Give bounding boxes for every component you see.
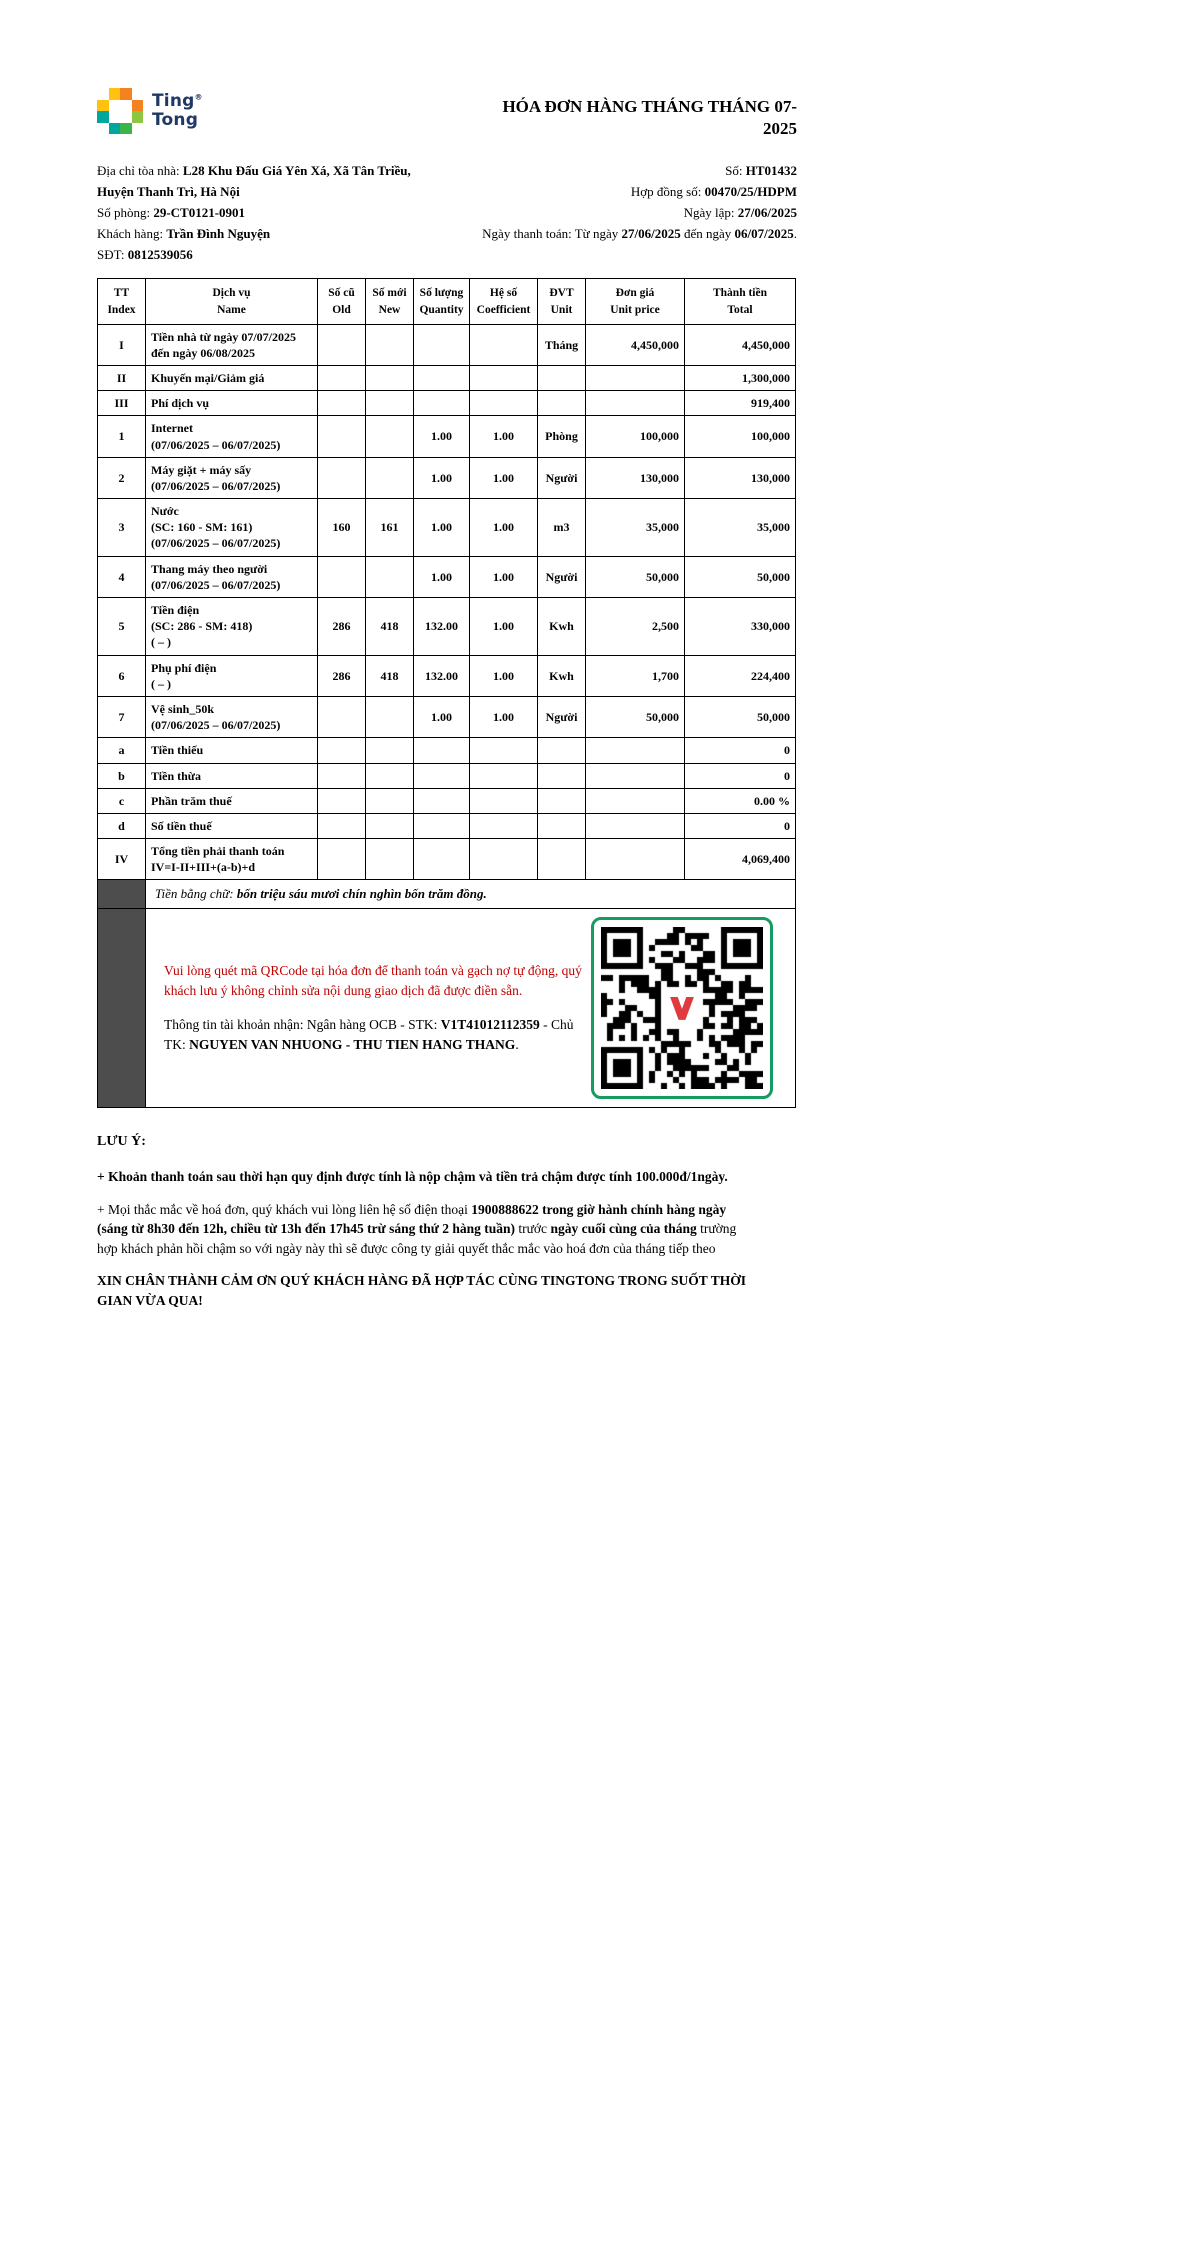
service-name-line: Nước (151, 504, 179, 519)
price-cell (586, 365, 685, 390)
account-info-text (164, 1015, 586, 1056)
unit-cell (538, 763, 586, 788)
coef-cell: 1.00 (470, 457, 538, 498)
coef-cell: 1.00 (470, 696, 538, 737)
note-thank-you (97, 1271, 749, 1310)
customer-name-line (97, 223, 445, 244)
text-segment: 0812539056 (127, 247, 193, 263)
total-cell: 100,000 (685, 416, 796, 457)
qr-code (591, 917, 773, 1099)
text-segment: 00470/25/HDPM (704, 184, 797, 200)
service-name-line: ( – ) (151, 635, 171, 650)
row-index-cell: I (98, 324, 146, 365)
row-index-cell: d (98, 813, 146, 838)
service-name-line: Vệ sinh_50k (151, 701, 215, 716)
issue-date-line (482, 202, 797, 223)
text-segment: 06/07/2025 (734, 226, 794, 242)
total-cell: 0 (685, 763, 796, 788)
row-index-cell: 1 (98, 416, 146, 457)
logo-pixel (132, 100, 144, 112)
new-cell (366, 324, 414, 365)
table-row (98, 763, 796, 788)
table-row (98, 391, 796, 416)
old-cell (318, 763, 366, 788)
unit-cell (538, 365, 586, 390)
coef-cell: 1.00 (470, 556, 538, 597)
service-name-line: Tiền thiếu (151, 743, 204, 758)
unit-cell (538, 839, 586, 880)
coef-cell (470, 365, 538, 390)
new-cell (366, 839, 414, 880)
price-cell: 50,000 (586, 556, 685, 597)
logo-word-ting: Ting (152, 91, 195, 112)
logo-pixel (120, 123, 132, 135)
total-cell: 0.00 % (685, 788, 796, 813)
new-cell (366, 457, 414, 498)
phone-number-line (97, 244, 445, 265)
service-name-cell (146, 416, 318, 457)
text-segment: ngày cuối cùng của tháng (550, 1221, 697, 1237)
new-cell (366, 416, 414, 457)
unit-cell: Người (538, 696, 586, 737)
logo-pixel (97, 111, 109, 123)
unit-cell: Người (538, 457, 586, 498)
price-cell (586, 839, 685, 880)
header-label: TT (113, 287, 130, 300)
service-name-line: Máy giặt + máy sấy (151, 462, 252, 477)
text-segment: Trần Đình Nguyện (166, 226, 271, 242)
row-index-cell: III (98, 391, 146, 416)
page-title: HÓA ĐƠN HÀNG THÁNG THÁNG 07-2025 (502, 97, 797, 139)
new-cell: 418 (366, 655, 414, 696)
unit-cell: Tháng (538, 324, 586, 365)
qr-instruction-text: Vui lòng quét mã QRCode tại hóa đơn để thanh toán và gạch nợ tự động, quý khách lưu ý không chỉnh sửa nội dung giao dịch đã được điền sẵn. (164, 962, 582, 998)
unit-cell: Kwh (538, 598, 586, 656)
header-label: Index (107, 303, 136, 316)
unit-cell: Kwh (538, 655, 586, 696)
coef-cell: 1.00 (470, 416, 538, 457)
price-cell: 1,700 (586, 655, 685, 696)
amount-words-row (98, 880, 796, 909)
service-name-cell (146, 457, 318, 498)
table-row (98, 813, 796, 838)
total-cell: 0 (685, 813, 796, 838)
service-name-line: Phí dịch vụ (151, 396, 210, 411)
amount-words-label: Tiền bằng chữ: (155, 886, 237, 902)
service-name-line: (07/06/2025 – 06/07/2025) (151, 478, 281, 493)
text-segment: XIN CHÂN THÀNH CẢM ƠN QUÝ KHÁCH HÀNG ĐÃ HỢP TÁC CÙNG TINGTONG TRONG SUỐT THỜI GIAN VỪA QUA! (97, 1273, 746, 1308)
shaded-cell (98, 880, 146, 909)
qty-cell: 1.00 (414, 556, 470, 597)
logo-pixel (109, 88, 121, 100)
unit-cell: Phòng (538, 416, 586, 457)
price-cell (586, 813, 685, 838)
unit-cell: m3 (538, 499, 586, 557)
text-segment: . (515, 1037, 519, 1053)
price-cell (586, 391, 685, 416)
total-cell: 50,000 (685, 556, 796, 597)
header-label: ĐVT (549, 287, 574, 300)
old-cell (318, 391, 366, 416)
old-cell (318, 788, 366, 813)
text-segment: Ngày lập: (683, 205, 738, 221)
header-label: Đơn giá (615, 287, 655, 300)
service-name-line: (07/06/2025 – 06/07/2025) (151, 718, 281, 733)
building-address-line (97, 160, 445, 202)
row-index-cell: IV (98, 839, 146, 880)
service-name-cell (146, 738, 318, 763)
table-row (98, 655, 796, 696)
table-header-row (98, 279, 796, 324)
new-cell: 418 (366, 598, 414, 656)
tingtong-logo-icon (97, 88, 143, 134)
coef-cell (470, 391, 538, 416)
logo-word-tong: Tong (152, 110, 199, 130)
text-segment: HT01432 (745, 163, 797, 179)
row-index-cell: 6 (98, 655, 146, 696)
service-name-line: Phần trăm thuế (151, 793, 232, 808)
coef-cell (470, 813, 538, 838)
service-name-line: IV=I-II+III+(a-b)+d (151, 860, 256, 875)
price-cell: 50,000 (586, 696, 685, 737)
row-index-cell: 5 (98, 598, 146, 656)
text-segment: Hợp đồng số: (630, 184, 705, 200)
qty-cell (414, 324, 470, 365)
price-cell (586, 738, 685, 763)
header-label: Số cũ (328, 287, 355, 300)
column-header-quantity (414, 279, 470, 324)
service-name-line: Tiền điện (151, 603, 200, 618)
service-name-line: (07/06/2025 – 06/07/2025) (151, 437, 281, 452)
service-name-cell (146, 556, 318, 597)
header-label: Total (727, 303, 753, 316)
price-cell (586, 788, 685, 813)
table-row (98, 416, 796, 457)
header-label: Old (332, 303, 351, 316)
total-cell: 224,400 (685, 655, 796, 696)
qty-cell (414, 763, 470, 788)
old-cell (318, 365, 366, 390)
header-label: Quantity (419, 303, 464, 316)
header-label: Số lượng (419, 287, 464, 300)
invoice-table-head (98, 279, 796, 324)
qty-cell: 1.00 (414, 457, 470, 498)
new-cell (366, 738, 414, 763)
old-cell (318, 324, 366, 365)
amount-words-value: bốn triệu sáu mươi chín nghìn bốn trăm đồng. (236, 886, 487, 902)
table-row (98, 556, 796, 597)
tingtong-logo-text (152, 92, 203, 129)
new-cell: 161 (366, 499, 414, 557)
service-name-line: Tiền thừa (151, 768, 201, 783)
old-cell: 286 (318, 598, 366, 656)
table-row (98, 738, 796, 763)
service-name-cell (146, 839, 318, 880)
total-cell: 330,000 (685, 598, 796, 656)
row-index-cell: II (98, 365, 146, 390)
notes-heading: LƯU Ý: (97, 1134, 146, 1150)
info-left (97, 160, 445, 265)
unit-cell: Người (538, 556, 586, 597)
qty-cell: 132.00 (414, 655, 470, 696)
old-cell: 286 (318, 655, 366, 696)
total-cell: 4,069,400 (685, 839, 796, 880)
footer-notes (97, 1134, 797, 1310)
row-index-cell: a (98, 738, 146, 763)
old-cell (318, 738, 366, 763)
column-header-unit (538, 279, 586, 324)
column-header-unit-price (586, 279, 685, 324)
service-name-line: Phụ phí điện (151, 660, 217, 675)
column-header-new (366, 279, 414, 324)
service-name-cell (146, 499, 318, 557)
text-segment: Số phòng: (97, 205, 154, 221)
service-name-cell (146, 598, 318, 656)
total-cell: 1,300,000 (685, 365, 796, 390)
table-row (98, 324, 796, 365)
header-label: Unit (550, 303, 573, 316)
new-cell (366, 763, 414, 788)
text-segment: Ngày thanh toán: Từ ngày (482, 226, 622, 242)
total-cell: 35,000 (685, 499, 796, 557)
column-header-coefficient (470, 279, 538, 324)
service-name-line: Tiền nhà từ ngày 07/07/2025 (151, 329, 297, 344)
coef-cell: 1.00 (470, 655, 538, 696)
header-label: Dịch vụ (212, 287, 251, 300)
logo-pixel (132, 111, 144, 123)
text-segment: . (793, 226, 797, 242)
coef-cell (470, 738, 538, 763)
total-cell: 130,000 (685, 457, 796, 498)
header-label: Thành tiền (712, 287, 767, 300)
payment-qr-row (98, 909, 796, 1108)
amount-in-words-cell (146, 880, 796, 909)
coef-cell: 1.00 (470, 499, 538, 557)
service-name-line: (SC: 160 - SM: 161) (151, 520, 253, 535)
unit-cell (538, 391, 586, 416)
qr-center-logo-icon (662, 988, 702, 1028)
row-index-cell: b (98, 763, 146, 788)
text-segment: Khách hàng: (97, 226, 167, 242)
new-cell (366, 788, 414, 813)
price-cell: 2,500 (586, 598, 685, 656)
qty-cell (414, 365, 470, 390)
room-number-line (97, 202, 445, 223)
text-segment: + Khoản thanh toán sau thời hạn quy định được tính là nộp chậm và tiền trả chậm được tính 100.000đ/1ngày. (97, 1169, 728, 1185)
logo-pixel (97, 100, 109, 112)
contract-number-line (482, 181, 797, 202)
coef-cell: 1.00 (470, 598, 538, 656)
service-name-line: Internet (151, 421, 193, 436)
table-row (98, 696, 796, 737)
service-name-line: Số tiền thuế (151, 818, 212, 833)
service-name-line: (07/06/2025 – 06/07/2025) (151, 536, 281, 551)
payment-instructions (156, 961, 586, 1056)
text-segment: Địa chỉ tòa nhà: (97, 163, 183, 179)
registered-mark: ® (194, 92, 203, 102)
coef-cell (470, 788, 538, 813)
header-label: Số mới (372, 287, 407, 300)
total-cell: 50,000 (685, 696, 796, 737)
header-label: Unit price (610, 303, 660, 316)
price-cell: 4,450,000 (586, 324, 685, 365)
text-segment: - Chủ TK: (164, 1017, 574, 1053)
price-cell: 130,000 (586, 457, 685, 498)
row-index-cell: 7 (98, 696, 146, 737)
note-contact-hotline (97, 1200, 749, 1259)
logo-line-1 (152, 92, 203, 111)
column-header-total (685, 279, 796, 324)
header-label: Name (217, 303, 246, 316)
old-cell (318, 457, 366, 498)
qty-cell (414, 738, 470, 763)
text-segment: Số: (725, 163, 746, 179)
service-name-line: ( – ) (151, 676, 171, 691)
text-segment: trước (514, 1221, 551, 1237)
text-segment: + Mọi thắc mắc về hoá đơn, quý khách vui lòng liên hệ số điện thoại (97, 1201, 472, 1217)
header-label: Coefficient (476, 303, 531, 316)
service-name-line: (07/06/2025 – 06/07/2025) (151, 577, 281, 592)
new-cell (366, 391, 414, 416)
service-name-cell (146, 365, 318, 390)
payment-cell (146, 909, 796, 1108)
unit-cell (538, 738, 586, 763)
old-cell (318, 696, 366, 737)
invoice-info (97, 160, 797, 265)
service-name-line: đến ngày 06/08/2025 (151, 345, 256, 360)
table-row (98, 788, 796, 813)
info-right (482, 160, 797, 265)
column-header-index (98, 279, 146, 324)
unit-cell (538, 813, 586, 838)
table-footer-rows (98, 880, 796, 1108)
column-header-name (146, 279, 318, 324)
service-name-cell (146, 763, 318, 788)
service-name-cell (146, 788, 318, 813)
row-index-cell: c (98, 788, 146, 813)
service-name-line: Khuyến mại/Giảm giá (151, 370, 265, 385)
invoice-document (97, 88, 797, 1323)
new-cell (366, 813, 414, 838)
row-index-cell: 2 (98, 457, 146, 498)
header-label: New (378, 303, 401, 316)
service-name-cell (146, 324, 318, 365)
text-segment: 27/06/2025 (621, 226, 681, 242)
red-v-icon (665, 991, 699, 1025)
note-late-payment (97, 1167, 749, 1187)
qty-cell (414, 839, 470, 880)
invoice-table-body (98, 324, 796, 880)
shaded-cell (98, 909, 146, 1108)
service-name-line: Tổng tiền phải thanh toán (151, 844, 285, 859)
column-header-old (318, 279, 366, 324)
old-cell: 160 (318, 499, 366, 557)
old-cell (318, 839, 366, 880)
service-name-line: Thang máy theo người (151, 561, 268, 576)
table-row (98, 457, 796, 498)
qty-cell (414, 813, 470, 838)
unit-cell (538, 788, 586, 813)
header-label: Hệ số (489, 287, 518, 300)
row-index-cell: 4 (98, 556, 146, 597)
new-cell (366, 365, 414, 390)
document-header (97, 88, 797, 140)
service-name-cell (146, 655, 318, 696)
text-segment: 1900888622 trong giờ hành chính hàng ngày (sáng từ 8h30 đến 12h, chiều từ 13h đến 17h45 trừ sáng thứ 2 hàng tuần) (97, 1201, 727, 1237)
old-cell (318, 813, 366, 838)
coef-cell (470, 839, 538, 880)
new-cell (366, 556, 414, 597)
new-cell (366, 696, 414, 737)
qty-cell: 1.00 (414, 499, 470, 557)
tingtong-logo (97, 88, 203, 134)
text-segment: 27/06/2025 (737, 205, 797, 221)
service-name-line: (SC: 286 - SM: 418) (151, 619, 253, 634)
coef-cell (470, 763, 538, 788)
total-cell: 4,450,000 (685, 324, 796, 365)
qty-cell: 1.00 (414, 416, 470, 457)
text-segment: L28 Khu Đấu Giá Yên Xá, Xã Tân Triều, Huyện Thanh Trì, Hà Nội (97, 163, 411, 200)
text-segment: trường hợp khách phản hồi chậm so với ngày này thì sẽ được công ty giải quyết thắc mắc vào hoá đơn của tháng tiếp theo (97, 1221, 737, 1256)
total-cell: 0 (685, 738, 796, 763)
service-name-cell (146, 696, 318, 737)
text-segment: V1T41012112359 (440, 1017, 540, 1033)
table-row (98, 598, 796, 656)
text-segment: Thông tin tài khoản nhận: Ngân hàng OCB - STK: (164, 1017, 441, 1033)
coef-cell (470, 324, 538, 365)
text-segment: đến ngày (680, 226, 735, 242)
table-row (98, 499, 796, 557)
old-cell (318, 556, 366, 597)
invoice-table (97, 278, 796, 1108)
total-cell: 919,400 (685, 391, 796, 416)
service-name-cell (146, 813, 318, 838)
logo-pixel (120, 88, 132, 100)
table-row (98, 365, 796, 390)
qty-cell (414, 788, 470, 813)
text-segment: SĐT: (97, 247, 128, 263)
invoice-number-line (482, 160, 797, 181)
qty-cell: 1.00 (414, 696, 470, 737)
text-segment: NGUYEN VAN NHUONG - THU TIEN HANG THANG (189, 1037, 516, 1053)
payment-period-line (482, 223, 797, 244)
table-row (98, 839, 796, 880)
row-index-cell: 3 (98, 499, 146, 557)
text-segment: 29-CT0121-0901 (153, 205, 246, 221)
logo-pixel (109, 123, 121, 135)
qty-cell (414, 391, 470, 416)
service-name-cell (146, 391, 318, 416)
old-cell (318, 416, 366, 457)
payment-row-content (156, 917, 785, 1099)
price-cell: 35,000 (586, 499, 685, 557)
price-cell: 100,000 (586, 416, 685, 457)
qty-cell: 132.00 (414, 598, 470, 656)
price-cell (586, 763, 685, 788)
